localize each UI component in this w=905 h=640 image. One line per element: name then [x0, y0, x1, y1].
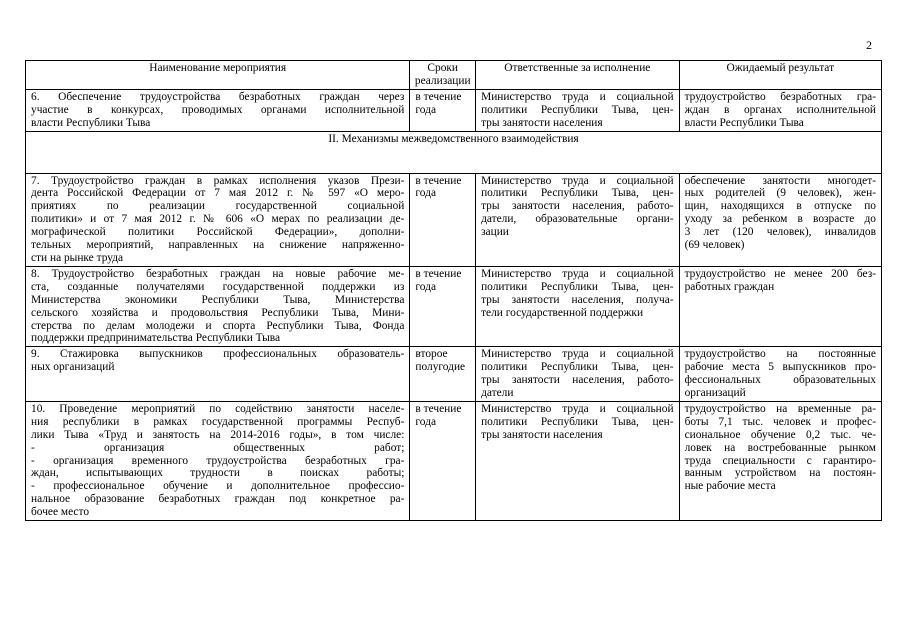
cell-result	[679, 347, 881, 402]
cell-line: политики Республики Тыва, цен-	[481, 103, 674, 116]
cell-line: Министерство труда и социальной	[481, 90, 674, 103]
cell-line: уходу за ребенком в возрасте до	[684, 213, 876, 226]
header-result: Ожидаемый результат	[679, 61, 881, 90]
section-title: II. Механизмы межведомственного взаимодействия	[26, 131, 882, 173]
cell-line: датели	[481, 387, 514, 400]
cell-line: ванным устройством на постоян-	[684, 467, 876, 480]
cell-line: лики Тыва «Труд и занятость на 2014-2016 годы», в том числе:	[31, 428, 405, 441]
cell-line: - профессиональное обучение и дополнительное профессио-	[31, 480, 405, 493]
cell-line: сиональное обучение 0,2 тыс. че-	[684, 428, 876, 441]
cell-responsible	[476, 173, 680, 266]
cell-name	[26, 173, 410, 266]
cell-line: 7. Трудоустройство граждан в рамках исполнения указов Прези-	[31, 174, 405, 187]
header-terms: Сроки реализации	[410, 61, 476, 90]
header-name: Наименование мероприятия	[26, 61, 410, 90]
cell-line: Министерства экономики Республики Тыва, Министерства	[31, 293, 405, 306]
cell-line: политики Республики Тыва, цен-	[481, 280, 674, 293]
cell-terms	[410, 173, 476, 266]
cell-responsible	[476, 401, 680, 520]
cell-line: тры занятости населения	[481, 428, 603, 441]
table-row	[26, 173, 882, 266]
cell-line: ных родителей (9 человек), жен-	[684, 187, 876, 200]
cell-line: обеспечение занятости многодет-	[684, 174, 876, 187]
cell-line: Министерство труда и социальной	[481, 174, 674, 187]
cell-line: приятиях по реализации государственной социальной	[31, 200, 405, 213]
cell-line: боты 7,1 тыс. человек и профес-	[684, 415, 876, 428]
cell-line: тры занятости населения, получа-	[481, 293, 674, 306]
cell-line: щин, находящихся в отпуске по	[684, 200, 876, 213]
cell-line: тры занятости населения	[481, 116, 603, 129]
cell-line: работных граждан	[684, 280, 775, 293]
cell-result	[679, 401, 881, 520]
cell-line: - организация временного трудоустройства безработных гра-	[31, 454, 405, 467]
cell-line: датели, образовательные органи-	[481, 213, 674, 226]
cell-responsible	[476, 89, 680, 131]
cell-line: тели государственной поддержки	[481, 306, 644, 319]
cell-line: трудоустройство на постоянные	[684, 348, 876, 361]
cell-result	[679, 173, 881, 266]
cell-line: дента Российской Федерации от 7 мая 2012 г. № 597 «О меро-	[31, 187, 405, 200]
cell-line: трудоустройство не менее 200 без-	[684, 267, 876, 280]
cell-line: зации	[481, 226, 509, 239]
cell-line: года	[415, 187, 436, 200]
cell-line: - организация общественных работ;	[31, 441, 405, 454]
events-table	[25, 60, 882, 521]
cell-line: тры занятости населения, работо-	[481, 200, 674, 213]
cell-line: Министерство труда и социальной	[481, 402, 674, 415]
cell-line: ловек на востребованные рынком	[684, 441, 876, 454]
cell-line: ждан, испытывающих трудности в поисках работы;	[31, 467, 405, 480]
cell-line: года	[415, 103, 436, 116]
cell-line: сельского хозяйства и продовольствия Республики Тыва, Мини-	[31, 306, 405, 319]
cell-line: 3 лет (120 человек), инвалидов	[684, 226, 876, 239]
page-number: 2	[866, 38, 872, 52]
cell-responsible	[476, 266, 680, 346]
cell-line: мографической политики Российской Федерации», дополни-	[31, 226, 405, 239]
cell-terms	[410, 89, 476, 131]
cell-line: политики Республики Тыва, цен-	[481, 187, 674, 200]
cell-name	[26, 347, 410, 402]
cell-line: стерства по делам молодежи и спорта Республики Тыва, Фонда	[31, 319, 405, 332]
cell-line: (69 человек)	[684, 239, 745, 252]
cell-line: в течение	[415, 90, 462, 103]
cell-line: ния республики в рамках государственной программы Респуб-	[31, 415, 405, 428]
section-row	[26, 131, 882, 173]
cell-line: тельных мероприятий, направленных на снижение напряженно-	[31, 239, 405, 252]
cell-line: ных организаций	[31, 361, 115, 374]
cell-line: года	[415, 415, 436, 428]
cell-line: политики» и от 7 мая 2012 г. № 606 «О мерах по реализации де-	[31, 213, 405, 226]
table-header-row	[26, 61, 882, 90]
cell-line: поддержки предпринимательства Республики Тыва	[31, 332, 281, 345]
cell-result	[679, 89, 881, 131]
cell-line: полугодие	[415, 361, 466, 374]
cell-line: политики Республики Тыва, цен-	[481, 361, 674, 374]
cell-line: второе	[415, 348, 448, 361]
cell-terms	[410, 347, 476, 402]
cell-line: трудоустройство безработных гра-	[684, 90, 876, 103]
cell-line: 8. Трудоустройство безработных граждан на новые рабочие ме-	[31, 267, 405, 280]
cell-line: трудоустройство на временные ра-	[684, 402, 876, 415]
cell-line: сти на рынке труда	[31, 251, 124, 264]
cell-line: в течение	[415, 267, 462, 280]
cell-result	[679, 266, 881, 346]
cell-line: ста, созданные получателями государственной поддержки из	[31, 280, 405, 293]
cell-line: 10. Проведение мероприятий по содействию занятости населе-	[31, 402, 405, 415]
cell-line: власти Республики Тыва	[684, 116, 804, 129]
cell-line: в течение	[415, 402, 462, 415]
cell-line: Министерство труда и социальной	[481, 267, 674, 280]
cell-responsible	[476, 347, 680, 402]
cell-line: организаций	[684, 387, 746, 400]
cell-line: бочее место	[31, 506, 90, 519]
cell-line: участие в конкурсах, проводимых органами исполнительной	[31, 103, 405, 116]
cell-line: года	[415, 280, 436, 293]
cell-line: 9. Стажировка выпускников профессиональных образователь-	[31, 348, 405, 361]
cell-line: рабочие места 5 выпускников про-	[684, 361, 876, 374]
table-row	[26, 401, 882, 520]
table-row	[26, 89, 882, 131]
cell-line: нальное образование безработных граждан под конкретное ра-	[31, 493, 405, 506]
table-row	[26, 347, 882, 402]
cell-line: в течение	[415, 174, 462, 187]
cell-line: политики Республики Тыва, цен-	[481, 415, 674, 428]
header-responsible: Ответственные за исполнение	[476, 61, 680, 90]
cell-terms	[410, 266, 476, 346]
cell-line: ные рабочие места	[684, 480, 776, 493]
cell-line: труда специальности с гарантиро-	[684, 454, 876, 467]
table-row	[26, 266, 882, 346]
cell-line: фессиональных образовательных	[684, 374, 876, 387]
cell-name	[26, 89, 410, 131]
cell-name	[26, 266, 410, 346]
cell-line: власти Республики Тыва	[31, 116, 151, 129]
cell-line: ждан в органах исполнительной	[684, 103, 876, 116]
cell-line: Министерство труда и социальной	[481, 348, 674, 361]
cell-terms	[410, 401, 476, 520]
cell-line: тры занятости населения, работо-	[481, 374, 674, 387]
cell-line: 6. Обеспечение трудоустройства безработных граждан через	[31, 90, 405, 103]
cell-name	[26, 401, 410, 520]
